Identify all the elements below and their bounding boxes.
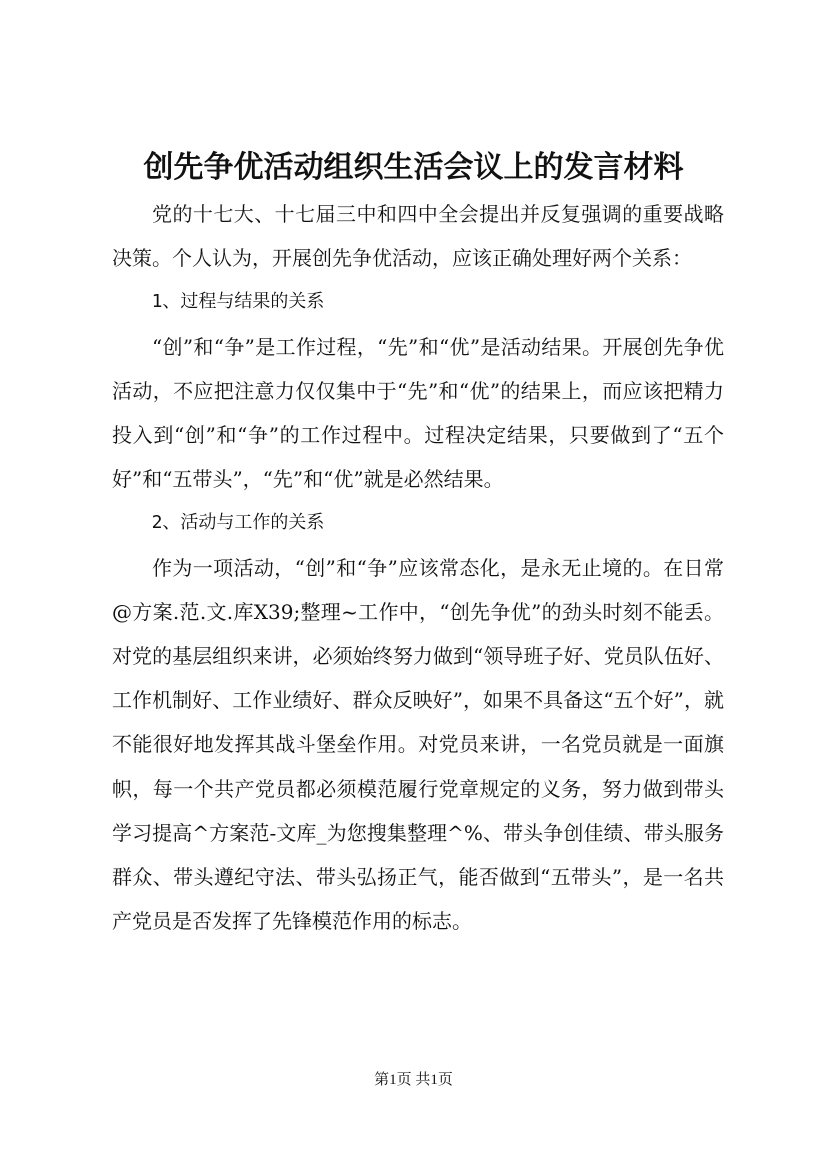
section-2-paragraph: 作为一项活动，“创”和“争”应该常态化，是永无止境的。在日常@方案.范.文.库X39;整理~工作中，“创先争优”的劲头时刻不能丢。对党的基层组织来讲，必须始终努力做到“领导班子好、党员队伍好、工作机制好、工作业绩好、群众反映好”，如果不具备这“五个好”，就不能很好地发挥其战斗堡垒作用。对党员来讲，一名党员就是一面旗帜，每一个共产党员都必须模范履行党章规定的义务，努力做到带头学习提高^方案范-文库_为您搜集整理^%、带头争创佳绩、带头服务群众、带头遵纪守法、带头弘扬正气，能否做到“五带头”，是一名共产党员是否发挥了先锋模范作用的标志。 bbox=[112, 555, 724, 934]
document-title: 创先争优活动组织生活会议上的发言材料 bbox=[143, 150, 684, 185]
section-1-heading: 1、过程与结果的关系 bbox=[151, 291, 325, 313]
intro-paragraph: 党的十七大、十七届三中和四中全会提出并反复强调的重要战略决策。个人认为，开展创先争优活动，应该正确处理好两个关系： bbox=[112, 202, 724, 271]
section-1-paragraph: “创”和“争”是工作过程，“先”和“优”是活动结果。开展创先争优活动，不应把注意力仅仅集中于“先”和“优”的结果上，而应该把精力投入到“创”和“争”的工作过程中。过程决定结果，只要做到了“五个好”和“五带头”，“先”和“优”就是必然结果。 bbox=[112, 334, 724, 492]
document-body bbox=[112, 192, 724, 943]
section-2-heading: 2、活动与工作的关系 bbox=[151, 512, 325, 534]
page-footer: 第1页 共1页 bbox=[374, 1072, 453, 1088]
